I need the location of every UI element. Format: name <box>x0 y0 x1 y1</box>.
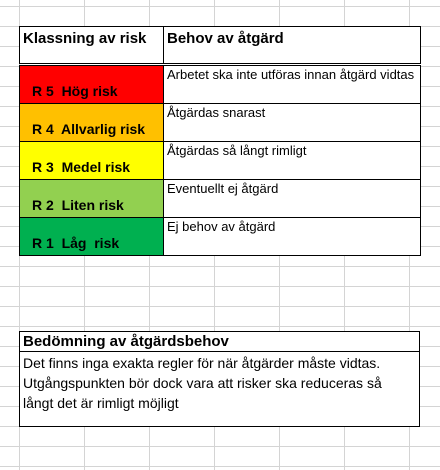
action-text: Åtgärdas snarast <box>167 105 266 120</box>
table-header-row <box>20 27 421 64</box>
action-cell-r2[interactable] <box>164 180 421 218</box>
risk-classification-table <box>19 26 421 256</box>
risk-level-label: R 5 Hög risk <box>32 83 118 99</box>
action-text: Arbetet ska inte utföras innan åtgärd vidtas <box>167 67 415 82</box>
action-cell-r4[interactable] <box>164 104 421 142</box>
header-cell-action-need[interactable] <box>164 27 421 64</box>
table-row <box>20 218 421 256</box>
action-text: Eventuellt ej åtgärd <box>167 181 279 196</box>
action-cell-r5[interactable] <box>164 66 421 104</box>
header-cell-classification[interactable] <box>20 27 164 64</box>
risk-level-cell-r4[interactable] <box>20 104 164 142</box>
risk-level-cell-r2[interactable] <box>20 180 164 218</box>
table-row <box>20 66 421 104</box>
action-cell-r3[interactable] <box>164 142 421 180</box>
header-classification-label: Klassning av risk <box>23 30 147 47</box>
risk-level-label: R 4 Allvarlig risk <box>32 121 146 137</box>
table-row <box>20 180 421 218</box>
table-row <box>20 104 421 142</box>
assessment-box[interactable] <box>19 331 420 427</box>
action-cell-r1[interactable] <box>164 218 421 256</box>
risk-level-label: R 1 Låg risk <box>32 235 120 251</box>
risk-level-label: R 3 Medel risk <box>32 159 131 175</box>
risk-level-label: R 2 Liten risk <box>32 197 124 213</box>
risk-level-cell-r3[interactable] <box>20 142 164 180</box>
assessment-title: Bedömning av åtgärdsbehov <box>20 332 419 352</box>
assessment-body: Det finns inga exakta regler för när åtgärder måste vidtas. Utgångspunkten bör dock vara att risker ska reduceras så långt det är rimligt möjligt <box>23 355 382 411</box>
action-text: Åtgärdas så långt rimligt <box>167 143 307 158</box>
action-text: Ej behov av åtgärd <box>167 219 276 234</box>
header-action-need-label: Behov av åtgärd <box>167 30 284 47</box>
risk-level-cell-r5[interactable] <box>20 66 164 104</box>
table-row <box>20 142 421 180</box>
risk-level-cell-r1[interactable] <box>20 218 164 256</box>
